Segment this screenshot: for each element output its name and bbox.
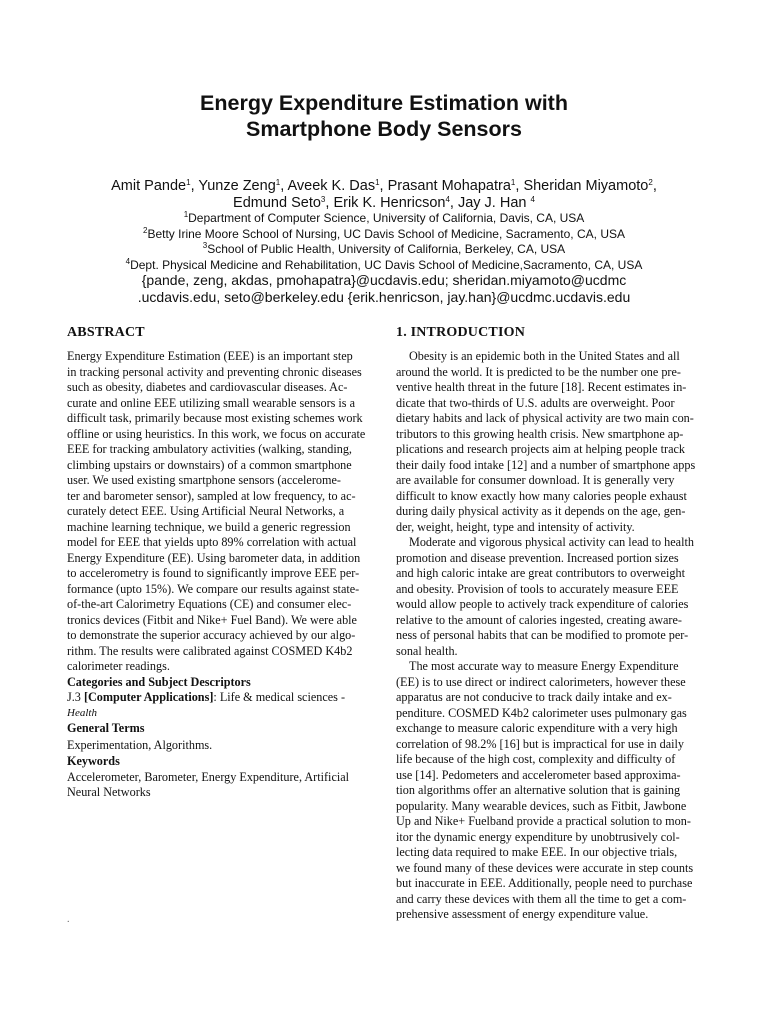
introduction-line: tributors to this growing health crisis. New smartphone ap- <box>396 426 684 441</box>
email-line-2: .ucdavis.edu, seto@berkeley.edu {erik.henricson, jay.han}@ucdmc.ucdavis.edu <box>137 289 631 305</box>
introduction-line: are available for consumer download. It is generally very <box>396 473 675 487</box>
categories-rest: : Life & medical sciences - <box>213 690 346 704</box>
abstract-line: curate and online EEE utilizing small wearable sensors is a <box>67 395 356 410</box>
abstract-line: to accelerometry is found to significantly improve EEE per- <box>67 566 360 580</box>
general-terms-heading: General Terms <box>67 721 145 735</box>
author-separator: , <box>325 195 334 211</box>
author-name: Edmund Seto <box>233 195 321 211</box>
general-terms-text <box>67 738 370 754</box>
abstract-heading: ABSTRACT <box>67 325 145 340</box>
author-name: Prasant Mohapatra <box>387 178 511 194</box>
categories-text <box>67 690 370 721</box>
abstract-line: Energy Expenditure Estimation (EEE) is an important step <box>67 349 353 363</box>
left-column <box>67 324 370 801</box>
author-separator: , <box>190 178 199 194</box>
abstract-line: calorimeter readings. <box>67 659 170 673</box>
introduction-line: we found many of these devices were accurate in step counts <box>396 860 694 875</box>
affiliation-list <box>0 211 768 273</box>
paper-title <box>0 90 768 142</box>
introduction-line: plications and research projects aim at helping people track <box>396 442 686 456</box>
categories-italic: Health <box>67 706 97 719</box>
author-line-1 <box>0 178 768 195</box>
abstract-line: of-the-art Calorimetry Equations (CE) and consumer elec- <box>67 597 352 611</box>
author-affiliation-mark: 4 <box>445 195 450 204</box>
keywords-line: Accelerometer, Barometer, Energy Expenditure, Artificial <box>67 769 350 784</box>
abstract-line: EEE for tracking ambulatory activities (walking, standing, <box>67 442 352 456</box>
introduction-paragraph <box>396 535 699 659</box>
author-affiliation-mark: 1 <box>275 178 281 187</box>
introduction-line: correlation of 98.2% [16] but is impractical for use in daily <box>396 736 685 751</box>
introduction-line: use [14]. Pedometers and accelerometer based approxima- <box>396 767 681 782</box>
abstract-line: difficult task, primarily because most existing schemes work <box>67 411 363 425</box>
introduction-paragraph <box>396 349 699 535</box>
author-affiliation-mark: 3 <box>320 195 326 204</box>
author-separator: , <box>280 178 288 194</box>
affiliation-text: Betty Irine Moore School of Nursing, UC Davis School of Medicine, Sacramento, CA, USA <box>147 226 625 241</box>
keywords-line: Neural Networks <box>67 785 151 799</box>
affiliation-mark: 2 <box>143 225 148 235</box>
introduction-line: The most accurate way to measure Energy Expenditure <box>409 659 679 673</box>
author-list <box>0 178 768 212</box>
abstract-line: formance (upto 15%). We compare our results against state- <box>67 581 360 596</box>
author-affiliation-mark: 1 <box>375 178 380 187</box>
author-name: Amit Pande <box>111 178 187 194</box>
author-name: Jay J. Han <box>457 195 531 211</box>
categories-heading: Categories and Subject Descriptors <box>67 674 251 689</box>
categories-bold: [Computer Applications] <box>83 690 214 704</box>
introduction-line: Up and Nike+ Fuelband provide a practical solution to mon- <box>396 814 691 828</box>
abstract-line: to demonstrate the superior accuracy achieved by our algo- <box>67 628 356 642</box>
introduction-line: apparatus are not conducive to track daily intake and ex- <box>396 690 672 704</box>
author-separator: , <box>449 195 458 211</box>
introduction-line: relative to the amount of calories ingested, creating aware- <box>396 612 682 627</box>
affiliation-mark: 3 <box>202 241 208 250</box>
abstract-line: tronics devices (Fitbit and Nike+ Fuel Band). We were able <box>67 612 357 627</box>
author-line-2 <box>0 195 768 212</box>
keywords-heading: Keywords <box>67 754 120 768</box>
abstract-line: ter and barometer sensor), sampled at low frequency, to ac- <box>67 488 356 503</box>
introduction-line: and carry these devices with them all the time to get a com- <box>396 891 687 906</box>
affiliation-text: Department of Computer Science, University of California, Davis, CA, USA <box>188 211 585 225</box>
email-block <box>0 272 768 306</box>
right-column <box>396 324 699 923</box>
abstract-body <box>67 349 370 675</box>
affiliation-line <box>0 258 768 274</box>
author-affiliation-mark: 4 <box>530 195 535 204</box>
affiliation-text: School of Public Health, University of California, Berkeley, CA, USA <box>207 242 566 256</box>
introduction-line: prehensive assessment of energy expenditure value. <box>396 907 649 921</box>
introduction-line: promotion and disease prevention. Increased portion sizes <box>396 550 679 565</box>
introduction-line: popularity. Many wearable devices, such as Fitbit, Jawbone <box>396 798 687 813</box>
footer-mark: . <box>67 914 70 925</box>
introduction-line: itor the dynamic energy expenditure by unobtrusively col- <box>396 829 680 844</box>
introduction-line: their daily food intake [12] and a number of smartphone apps <box>396 457 696 472</box>
author-affiliation-mark: 1 <box>510 178 516 187</box>
introduction-body <box>396 349 699 923</box>
introduction-paragraph <box>396 659 699 923</box>
abstract-line: offline or using heuristics. In this work, we focus on accurate <box>67 426 366 441</box>
abstract-line: such as obesity, diabetes and cardiovascular diseases. Ac- <box>67 380 348 394</box>
abstract-line: rithm. The results were calibrated against COSMED K4b2 <box>67 643 353 658</box>
author-separator: , <box>652 178 657 194</box>
introduction-line: and high caloric intake are great contributors to overweight <box>396 566 686 580</box>
author-name: Yunze Zeng <box>198 178 276 194</box>
introduction-line: penditure. COSMED K4b2 calorimeter uses pulmonary gas <box>396 705 687 720</box>
author-separator: , <box>379 178 388 194</box>
abstract-line: model for EEE that yields upto 89% correlation with actual <box>67 535 357 549</box>
abstract-line: in tracking personal activity and preventing chronic diseases <box>67 364 362 379</box>
keywords-text <box>67 770 370 801</box>
introduction-line: but inaccurate in EEE. Additionally, people need to purchase <box>396 876 693 890</box>
abstract-line: climbing upstairs or downstairs) of a common smartphone <box>67 457 352 472</box>
introduction-line: sonal health. <box>396 643 458 658</box>
title-line-1: Energy Expenditure Estimation with <box>200 91 568 115</box>
introduction-line: Moderate and vigorous physical activity can lead to health <box>409 535 694 549</box>
title-line-2: Smartphone Body Sensors <box>246 117 522 141</box>
introduction-line: would allow people to actively track expenditure of calories <box>396 597 689 611</box>
introduction-heading: 1. INTRODUCTION <box>396 325 526 340</box>
author-name: Erik K. Henricson <box>333 195 446 211</box>
author-affiliation-mark: 1 <box>186 178 191 187</box>
abstract-line: machine learning technique, we build a generic regression <box>67 519 351 534</box>
introduction-line: dicate that two-thirds of U.S. adults are overweight. Poor <box>396 395 675 410</box>
abstract-line: Energy Expenditure (EE). Using barometer data, in addition <box>67 550 361 565</box>
author-affiliation-mark: 2 <box>648 178 653 187</box>
affiliation-line <box>0 242 768 258</box>
abstract-line: user. We used existing smartphone sensors (accelerome- <box>67 473 341 487</box>
author-separator: , <box>515 178 524 194</box>
affiliation-mark: 4 <box>125 256 131 266</box>
introduction-line: tion algorithms offer an alternative solution that is gaining <box>396 783 681 797</box>
author-name: Aveek K. Das <box>287 178 376 194</box>
introduction-line: life because of the high cost, complexity and difficulty of <box>396 752 676 766</box>
introduction-line: Obesity is an epidemic both in the United States and all <box>409 349 680 363</box>
introduction-line: dietary habits and lack of physical activity are two main con- <box>396 411 694 425</box>
general-terms-line: Experimentation, Algorithms. <box>67 737 213 752</box>
introduction-line: around the world. It is predicted to be the number one pre- <box>396 364 681 379</box>
introduction-line: and obesity. Provision of tools to accurately measure EEE <box>396 581 679 596</box>
introduction-line: difficult to know exactly how many calories people exhaust <box>396 488 687 503</box>
introduction-line: ness of personal habits that can be modified to promote per- <box>396 628 689 642</box>
affiliation-text: Dept. Physical Medicine and Rehabilitation, UC Davis School of Medicine,Sacramento, CA, USA <box>130 257 643 272</box>
introduction-line: der, weight, height, type and intensity of activity. <box>396 519 635 534</box>
abstract-line: curately detect EEE. Using Artificial Neural Networks, a <box>67 504 345 518</box>
author-name: Sheridan Miyamoto <box>523 178 649 194</box>
affiliation-line <box>0 211 768 227</box>
email-line-1: {pande, zeng, akdas, pmohapatra}@ucdavis.edu; sheridan.miyamoto@ucdmc <box>141 272 627 288</box>
introduction-line: lecting data required to make EEE. In our objective trials, <box>396 845 678 859</box>
affiliation-line <box>0 227 768 243</box>
introduction-line: ventive health threat in the future [18]. Recent estimates in- <box>396 380 687 394</box>
introduction-line: exchange to measure caloric expenditure with a very high <box>396 721 678 735</box>
categories-prefix: J.3 <box>67 690 84 704</box>
introduction-line: (EE) is to use direct or indirect calorimeters, however these <box>396 674 686 689</box>
introduction-line: during daily physical activity as it depends on the age, gen- <box>396 504 686 518</box>
affiliation-mark: 1 <box>183 210 189 219</box>
